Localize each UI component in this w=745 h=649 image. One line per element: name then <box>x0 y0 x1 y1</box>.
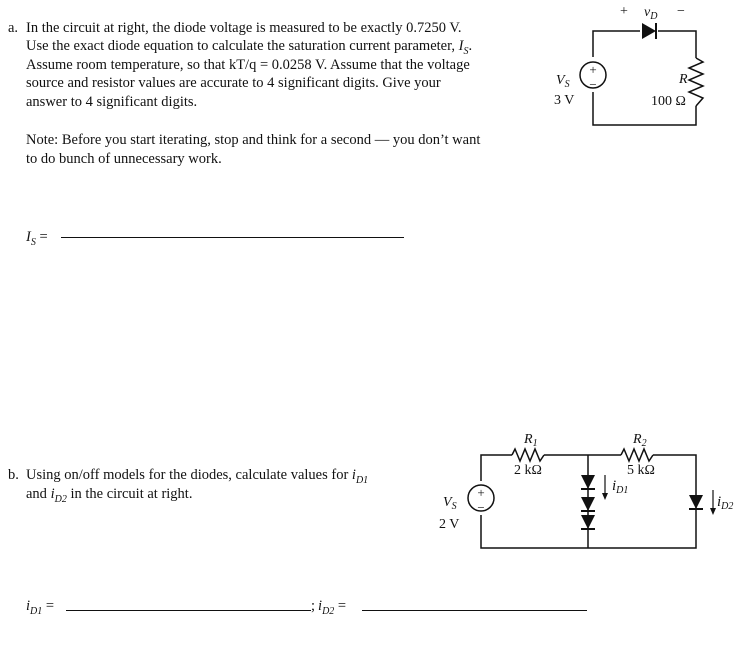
id2-label <box>717 494 733 512</box>
diode-b-middle-icon <box>581 497 595 511</box>
id2-answer-symbol: i <box>318 598 323 614</box>
id2-arrow-icon <box>710 490 716 515</box>
vs-a-subscript: S <box>564 79 570 90</box>
part-b-line-1-text: Using on/off models for the diodes, calculate values for <box>26 467 352 483</box>
part-a-line-3: Assume room temperature, so that kT/q = 0.0258 V. Assume that the voltage <box>26 56 470 73</box>
r2-label <box>632 432 647 449</box>
part-b-label: b. <box>8 467 19 483</box>
diode-b-bottom-icon <box>581 515 595 529</box>
id1-circuit-subscript: D1 <box>616 485 629 496</box>
vd-minus: − <box>677 4 685 19</box>
id2-answer-sub: D2 <box>322 605 335 617</box>
diode-b-top-icon <box>581 475 595 489</box>
r1-subscript: 1 <box>532 438 538 449</box>
r1-label <box>523 432 538 449</box>
is-answer-sub: S <box>30 236 36 248</box>
r2-symbol: R <box>633 432 642 447</box>
vs-a-value: 3 V <box>554 93 575 108</box>
diode-d2-icon <box>689 495 703 509</box>
note-line-1: Note: Before you start iterating, stop and think for a second — you don’t want <box>26 132 481 148</box>
vs-b-label <box>443 495 457 512</box>
id1-arrow-icon <box>602 475 608 500</box>
is-subscript: S <box>463 45 469 57</box>
vs-a-symbol: V <box>556 73 565 88</box>
source-b-plus: + <box>477 485 485 500</box>
id1-label <box>612 478 628 496</box>
r2-value: 5 kΩ <box>627 463 655 478</box>
part-b-line-2-post: in the circuit at right. <box>66 485 193 502</box>
r1-symbol: R <box>524 432 533 447</box>
vs-b-value: 2 V <box>439 517 460 532</box>
part-a-line-4: source and resistor values are accurate to 4 significant digits. Give your <box>26 75 441 91</box>
id2-symbol: i <box>50 485 55 502</box>
part-a-label: a. <box>8 20 19 36</box>
vd-plus: + <box>620 4 628 19</box>
r2-subscript: 2 <box>641 438 647 449</box>
answer-separator: ; <box>311 598 316 614</box>
source-a-minus: − <box>589 77 597 92</box>
vd-symbol: v <box>644 5 651 20</box>
id1-symbol: i <box>351 467 356 483</box>
id2-circuit-subscript: D2 <box>721 501 734 512</box>
id1-circuit-symbol: i <box>612 478 617 494</box>
id1-answer-sub: D1 <box>30 605 43 617</box>
is-period: . <box>468 38 473 54</box>
r-a-value: 100 Ω <box>651 94 686 109</box>
r2-icon <box>621 449 653 461</box>
is-answer-symbol: I <box>26 229 31 245</box>
part-a-line-5: answer to 4 significant digits. <box>26 93 198 110</box>
id1-answer-symbol: i <box>26 598 31 614</box>
vs-b-symbol: V <box>443 495 452 510</box>
id1-subscript: D1 <box>355 474 369 486</box>
is-symbol: I <box>458 38 464 54</box>
vd-subscript: D <box>650 11 658 22</box>
is-answer-eq: = <box>35 229 48 245</box>
part-b-line-2-pre: and <box>26 485 51 502</box>
r-a-label: R <box>679 72 688 87</box>
id2-circuit-symbol: i <box>717 494 722 510</box>
id2-answer-eq: = <box>334 598 347 614</box>
note-line-2: to do bunch of unnecessary work. <box>26 150 222 167</box>
source-a-plus: + <box>589 62 597 77</box>
r1-icon <box>512 449 544 461</box>
id2-subscript: D2 <box>54 493 67 505</box>
vs-b-subscript: S <box>451 501 457 512</box>
part-a-line-1: In the circuit at right, the diode voltage is measured to be exactly 0.7250 V. <box>26 20 462 36</box>
r1-value: 2 kΩ <box>514 463 542 478</box>
source-b-minus: − <box>477 500 485 515</box>
part-a-line-2-text: Use the exact diode equation to calculate the saturation current parameter, <box>26 38 459 54</box>
id1-answer-eq: = <box>42 598 55 614</box>
